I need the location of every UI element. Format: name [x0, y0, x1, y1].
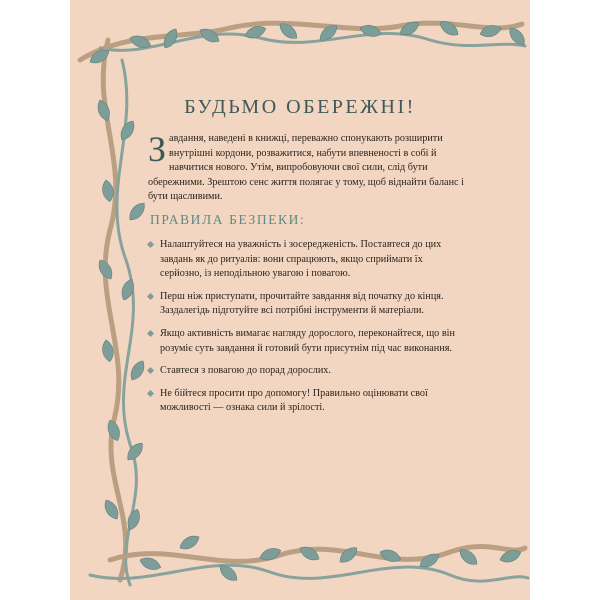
diamond-bullet-icon: [147, 293, 154, 300]
leaf-ornament: [297, 543, 321, 563]
rules-heading: ПРАВИЛА БЕЗПЕКИ:: [150, 212, 306, 227]
leaf-ornament: [125, 508, 142, 532]
rule-item: [148, 238, 466, 282]
rules-list: [148, 238, 466, 424]
rule-text: Не бійтеся просити про допомогу! Правильно оцінювати свої можливості — ознака сили й зрілості.: [160, 387, 428, 414]
rule-item: [148, 364, 466, 379]
leaf-ornament: [105, 418, 122, 442]
leaf-ornament: [127, 358, 147, 382]
rule-text: Якщо активність вимагає нагляду дорослого, переконайтеся, що він розуміє суть завдання й готовий бути присутнім під час виконання.: [160, 327, 455, 354]
page-title: БУДЬМО ОБЕРЕЖНІ!: [184, 96, 416, 118]
intro-paragraph: [148, 129, 466, 205]
leaf-ornament: [117, 118, 137, 142]
rule-item: [148, 387, 466, 416]
diamond-bullet-icon: [147, 241, 154, 248]
rule-text: Налаштуйтеся на уважність і зосередженість. Поставтеся до цих завдань як до ритуалів: вони спрацюють, якщо сприймати їх серйозно, із неподільною увагою і повагою.: [160, 239, 442, 280]
leaf-ornament: [177, 532, 201, 552]
diamond-bullet-icon: [147, 330, 154, 337]
rule-text: Перш ніж приступати, прочитайте завдання від початку до кінця. Заздалегідь підготуйте всі потрібні інструменти й матеріали.: [160, 290, 444, 317]
intro-text: авдання, наведені в книжці, переважно спонукають розширити внутрішні кордони, розважитися, набути впевненості в собі й навчитися нового. Утім, випробовуючи свої сили, слід бути обережними. Зрештою сенс життя полягає у тому, щоб віднайти баланс і бути щасливими.: [148, 133, 464, 203]
leaf-ornament: [126, 200, 148, 224]
rule-item: [148, 327, 466, 356]
diamond-bullet-icon: [147, 367, 154, 374]
rule-text: Ставтеся з повагою до порад дорослих.: [160, 365, 331, 377]
leaf-ornament: [138, 555, 162, 572]
drop-cap: З: [148, 129, 167, 169]
leaf-ornament: [378, 547, 402, 564]
diamond-bullet-icon: [147, 390, 154, 397]
rule-item: [148, 290, 466, 319]
book-page: [70, 0, 530, 600]
